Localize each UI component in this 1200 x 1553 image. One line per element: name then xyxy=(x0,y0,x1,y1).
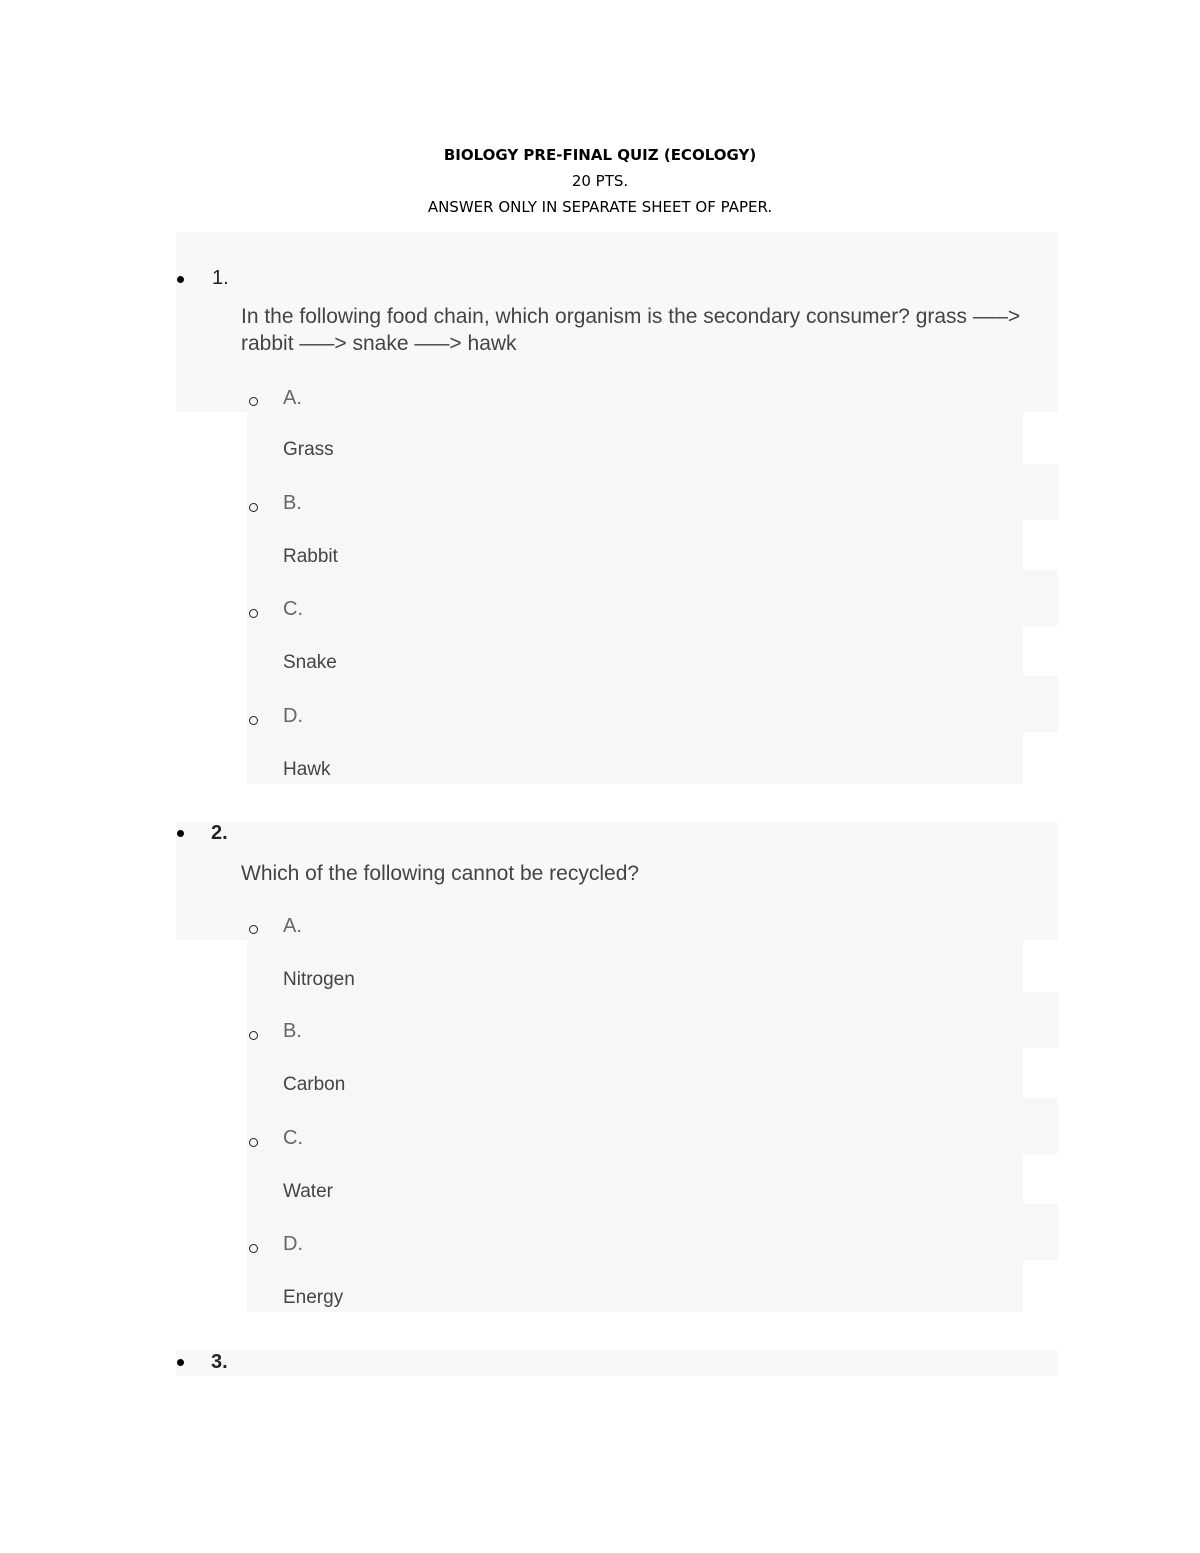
q2-option-b-header-background xyxy=(247,992,1058,1048)
q1-option-b-answer: Rabbit xyxy=(283,546,338,567)
q1-option-d-background xyxy=(247,732,1023,784)
question-1-text: In the following food chain, which organism is the secondary consumer? grass –––> rabbit –––> snake –––> hawk xyxy=(241,305,1021,355)
question-3-number: 3. xyxy=(211,1351,228,1373)
q2-option-c-background xyxy=(247,1154,1023,1204)
q1-option-b-header-background xyxy=(247,464,1058,520)
circle-bullet-icon xyxy=(249,1031,258,1040)
q2-option-d-letter: D. xyxy=(283,1233,303,1255)
q2-option-a-answer: Nitrogen xyxy=(283,969,355,990)
q2-option-b-answer: Carbon xyxy=(283,1074,346,1095)
q1-option-b-letter: B. xyxy=(283,492,302,514)
q2-option-b-background xyxy=(247,1048,1023,1098)
q2-option-d-header-background xyxy=(247,1204,1058,1260)
q1-option-d-answer: Hawk xyxy=(283,759,331,780)
q1-option-d-header-background xyxy=(247,676,1058,732)
quiz-instruction: ANSWER ONLY IN SEPARATE SHEET OF PAPER. xyxy=(427,198,773,216)
circle-bullet-icon xyxy=(249,1138,258,1147)
q1-option-c-background xyxy=(247,626,1023,676)
question-2-text: Which of the following cannot be recycled? xyxy=(241,862,640,885)
bullet-icon xyxy=(177,1359,184,1366)
circle-bullet-icon xyxy=(249,1244,258,1253)
bullet-icon xyxy=(177,276,184,283)
q1-option-a-letter: A. xyxy=(283,387,302,409)
q2-option-b-letter: B. xyxy=(283,1020,302,1042)
document-header xyxy=(0,142,1200,220)
circle-bullet-icon xyxy=(249,503,258,512)
circle-bullet-icon xyxy=(249,609,258,618)
q1-option-a-background xyxy=(247,412,1023,464)
q1-option-a-answer: Grass xyxy=(283,439,334,460)
q2-option-a-letter: A. xyxy=(283,915,302,937)
question-1-number: 1. xyxy=(212,267,229,289)
question-3-background xyxy=(176,1350,1058,1376)
circle-bullet-icon xyxy=(249,925,258,934)
q1-option-b-background xyxy=(247,520,1023,570)
q2-option-a-background xyxy=(247,940,1023,992)
q2-option-c-header-background xyxy=(247,1098,1058,1154)
q1-option-c-header-background xyxy=(247,570,1058,626)
q1-option-c-letter: C. xyxy=(283,598,303,620)
quiz-title: BIOLOGY PRE-FINAL QUIZ (ECOLOGY) xyxy=(443,146,757,164)
q2-option-d-answer: Energy xyxy=(283,1287,344,1308)
q2-option-c-letter: C. xyxy=(283,1127,303,1149)
bullet-icon xyxy=(177,830,184,837)
circle-bullet-icon xyxy=(249,716,258,725)
q1-option-c-answer: Snake xyxy=(283,652,337,673)
q1-option-d-letter: D. xyxy=(283,705,303,727)
quiz-points: 20 PTS. xyxy=(571,172,629,190)
q2-option-d-background xyxy=(247,1260,1023,1312)
q2-option-c-answer: Water xyxy=(283,1181,333,1202)
circle-bullet-icon xyxy=(249,397,258,406)
question-2-number: 2. xyxy=(211,822,228,844)
